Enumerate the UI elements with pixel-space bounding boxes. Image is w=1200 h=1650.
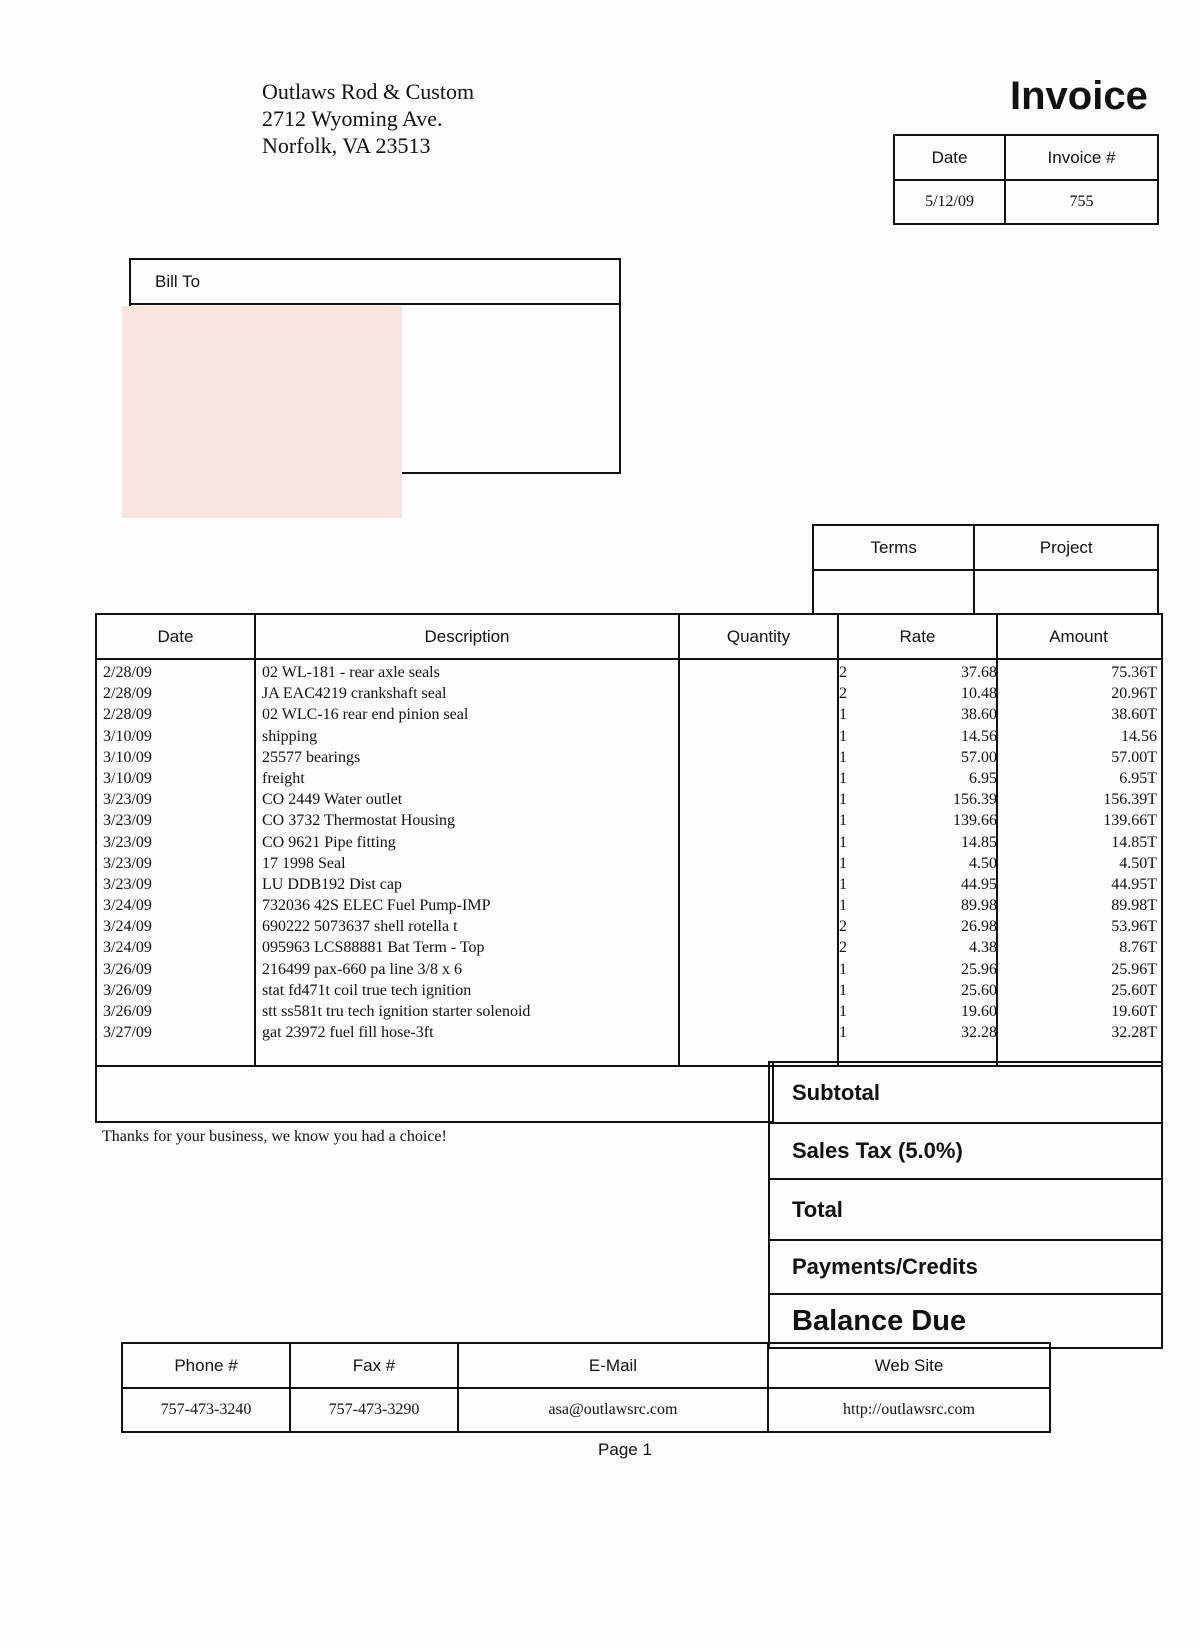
invoice-title: Invoice — [1010, 74, 1148, 118]
table-row — [97, 874, 1161, 895]
row-amount: 32.28T — [1111, 1024, 1157, 1042]
row-quantity: 2 — [839, 939, 847, 957]
row-description: gat 23972 fuel fill hose-3ft — [262, 1024, 434, 1042]
row-quantity: 1 — [839, 727, 847, 745]
website-label: Web Site — [768, 1343, 1050, 1388]
row-description: 02 WL-181 - rear axle seals — [262, 664, 440, 681]
redacted-address — [122, 306, 402, 518]
invoice-date: 5/12/09 — [894, 180, 1005, 224]
table-row — [97, 704, 1161, 725]
row-quantity: 2 — [839, 664, 847, 681]
row-date: 3/23/09 — [103, 791, 152, 809]
row-date: 3/23/09 — [103, 812, 152, 830]
totals-box — [768, 1061, 1163, 1349]
contact-table — [121, 1342, 1051, 1433]
company-name: Outlaws Rod & Custom — [262, 79, 475, 104]
row-amount: 20.96T — [1111, 685, 1157, 703]
row-rate: 14.85 — [961, 833, 997, 851]
row-rate: 14.56 — [961, 727, 997, 745]
row-rate: 10.48 — [961, 685, 997, 703]
company-info — [262, 78, 474, 159]
col-header-description: Description — [424, 627, 510, 646]
row-rate: 57.00 — [961, 748, 997, 766]
row-quantity: 2 — [839, 685, 847, 703]
row-date: 3/23/09 — [103, 875, 152, 893]
row-date: 3/10/09 — [103, 769, 152, 787]
payments-credits-label: Payments/Credits — [770, 1239, 1161, 1293]
row-rate: 32.28 — [961, 1024, 997, 1042]
row-date: 3/23/09 — [103, 833, 152, 851]
table-row — [97, 980, 1161, 1001]
row-amount: 139.66T — [1103, 812, 1157, 830]
col-header-date: Date — [157, 627, 194, 646]
row-quantity: 2 — [839, 918, 847, 936]
row-date: 3/24/09 — [103, 939, 152, 957]
col-header-rate: Rate — [899, 627, 936, 646]
date-label: Date — [894, 135, 1005, 180]
col-header-amount: Amount — [1049, 627, 1108, 646]
terms-project-table — [812, 524, 1159, 615]
row-amount: 6.95T — [1119, 769, 1157, 787]
terms-label: Terms — [813, 525, 974, 570]
row-amount: 8.76T — [1119, 939, 1157, 957]
row-description: CO 9621 Pipe fitting — [262, 833, 396, 851]
row-rate: 37.68 — [961, 664, 997, 681]
subtotal-label: Subtotal — [770, 1061, 1161, 1122]
line-items — [97, 662, 1161, 1043]
col-header-quantity: Quantity — [726, 627, 791, 646]
company-address-line1: 2712 Wyoming Ave. — [262, 106, 443, 131]
row-date: 3/26/09 — [103, 981, 152, 999]
row-description: CO 2449 Water outlet — [262, 791, 403, 809]
line-items-table — [95, 613, 1163, 1067]
row-date: 3/10/09 — [103, 748, 152, 766]
row-date: 3/27/09 — [103, 1024, 152, 1042]
row-amount: 25.96T — [1111, 960, 1157, 978]
table-row — [97, 937, 1161, 958]
row-quantity: 1 — [839, 706, 847, 724]
table-row — [97, 662, 1161, 683]
table-row — [97, 747, 1161, 768]
row-rate: 19.60 — [961, 1003, 997, 1020]
row-date: 3/24/09 — [103, 897, 152, 915]
terms-value — [813, 570, 974, 614]
sales-tax-label: Sales Tax (5.0%) — [770, 1122, 1161, 1178]
project-value — [974, 570, 1158, 614]
row-amount: 25.60T — [1111, 981, 1157, 999]
company-address-line2: Norfolk, VA 23513 — [262, 133, 431, 158]
row-date: 2/28/09 — [103, 664, 152, 681]
row-description: LU DDB192 Dist cap — [262, 875, 402, 893]
table-row — [97, 768, 1161, 789]
thanks-note: Thanks for your business, we know you had a choice! — [102, 1128, 447, 1145]
row-amount: 44.95T — [1111, 875, 1157, 893]
row-date: 3/23/09 — [103, 854, 152, 872]
table-row — [97, 853, 1161, 874]
row-quantity: 1 — [839, 981, 847, 999]
table-row — [97, 789, 1161, 810]
table-row — [97, 895, 1161, 916]
row-description: 732036 42S ELEC Fuel Pump-IMP — [262, 897, 491, 915]
invoice-header-table — [893, 134, 1159, 225]
row-date: 3/26/09 — [103, 960, 152, 978]
bill-to-label: Bill To — [131, 260, 619, 305]
row-date: 3/24/09 — [103, 918, 152, 936]
phone-value: 757-473-3240 — [122, 1388, 290, 1432]
row-date: 2/28/09 — [103, 706, 152, 724]
row-quantity: 1 — [839, 960, 847, 978]
email-label: E-Mail — [458, 1343, 768, 1388]
row-quantity: 1 — [839, 769, 847, 787]
row-amount: 156.39T — [1103, 791, 1157, 809]
row-description: shipping — [262, 727, 318, 745]
table-row — [97, 959, 1161, 980]
row-description: 25577 bearings — [262, 748, 361, 766]
email-value[interactable]: asa@outlawsrc.com — [458, 1388, 768, 1432]
website-value[interactable]: http://outlawsrc.com — [768, 1388, 1050, 1432]
row-amount: 4.50T — [1119, 854, 1157, 872]
row-description: JA EAC4219 crankshaft seal — [262, 685, 447, 703]
fax-value: 757-473-3290 — [290, 1388, 458, 1432]
project-label: Project — [974, 525, 1158, 570]
row-amount: 19.60T — [1111, 1003, 1157, 1020]
row-date: 3/10/09 — [103, 727, 152, 745]
table-row — [97, 1022, 1161, 1043]
table-row — [97, 916, 1161, 937]
invoice-number: 755 — [1005, 180, 1158, 224]
row-rate: 4.38 — [969, 939, 997, 957]
row-rate: 25.60 — [961, 981, 997, 999]
balance-due-label: Balance Due — [770, 1293, 1161, 1347]
row-description: 216499 pax-660 pa line 3/8 x 6 — [262, 960, 462, 978]
table-row — [97, 1001, 1161, 1022]
row-description: CO 3732 Thermostat Housing — [262, 812, 456, 830]
row-quantity: 1 — [839, 833, 847, 851]
row-quantity: 1 — [839, 854, 847, 872]
invoice-number-label: Invoice # — [1005, 135, 1158, 180]
row-date: 2/28/09 — [103, 685, 152, 703]
row-quantity: 1 — [839, 1003, 847, 1020]
table-row — [97, 810, 1161, 831]
row-description: 02 WLC-16 rear end pinion seal — [262, 706, 469, 724]
row-rate: 139.66 — [953, 812, 997, 830]
row-amount: 14.56 — [1121, 727, 1157, 745]
row-description: 690222 5073637 shell rotella t — [262, 918, 458, 936]
row-amount: 14.85T — [1111, 833, 1157, 851]
row-amount: 75.36T — [1111, 664, 1157, 681]
row-rate: 156.39 — [953, 791, 997, 809]
row-quantity: 1 — [839, 791, 847, 809]
row-description: stt ss581t tru tech ignition starter solenoid — [262, 1003, 531, 1020]
row-quantity: 1 — [839, 875, 847, 893]
table-row — [97, 683, 1161, 704]
row-quantity: 1 — [839, 1024, 847, 1042]
row-amount: 53.96T — [1111, 918, 1157, 936]
page-number: Page 1 — [598, 1440, 652, 1459]
row-quantity: 1 — [839, 812, 847, 830]
row-quantity: 1 — [839, 897, 847, 915]
row-description: 095963 LCS88881 Bat Term - Top — [262, 939, 485, 957]
row-rate: 89.98 — [961, 897, 997, 915]
row-date: 3/26/09 — [103, 1003, 152, 1020]
table-row — [97, 726, 1161, 747]
row-description: freight — [262, 769, 305, 787]
row-amount: 89.98T — [1111, 897, 1157, 915]
row-rate: 4.50 — [969, 854, 997, 872]
row-amount: 57.00T — [1111, 748, 1157, 766]
footer-note-box — [95, 1061, 774, 1123]
row-rate: 26.98 — [961, 918, 997, 936]
row-rate: 44.95 — [961, 875, 997, 893]
row-rate: 25.96 — [961, 960, 997, 978]
row-rate: 38.60 — [961, 706, 997, 724]
row-amount: 38.60T — [1111, 706, 1157, 724]
table-row — [97, 832, 1161, 853]
row-description: 17 1998 Seal — [262, 854, 346, 872]
row-quantity: 1 — [839, 748, 847, 766]
row-description: stat fd471t coil true tech ignition — [262, 981, 472, 999]
fax-label: Fax # — [290, 1343, 458, 1388]
phone-label: Phone # — [122, 1343, 290, 1388]
row-rate: 6.95 — [969, 769, 997, 787]
total-label: Total — [770, 1178, 1161, 1239]
